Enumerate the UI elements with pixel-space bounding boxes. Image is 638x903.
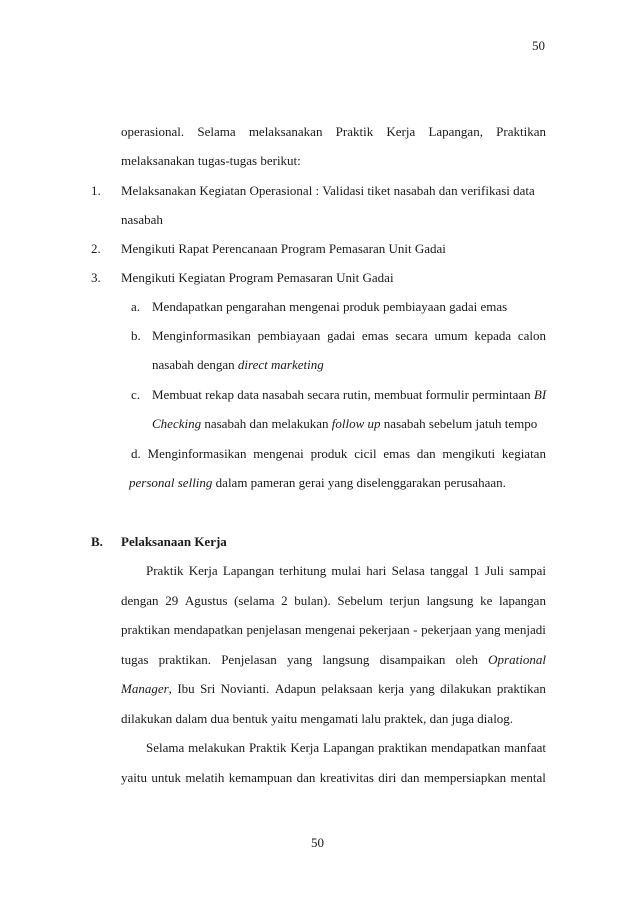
word: hari: [366, 563, 387, 578]
word: 2: [281, 593, 288, 608]
word: untuk: [151, 770, 181, 785]
word: praktikan: [121, 622, 171, 637]
sub-letter-a: a.: [131, 299, 141, 314]
word: umum: [434, 328, 468, 343]
sub-item-b-text: nasabah dengan: [152, 357, 238, 372]
sub-item-c-italic-followup: follow up: [331, 416, 381, 431]
word: mengenai: [304, 622, 356, 637]
word: d.: [131, 446, 141, 461]
word: mulai: [331, 563, 361, 578]
word: pekerjaan: [421, 622, 472, 637]
word: mengenai: [253, 446, 304, 461]
word: 1: [473, 563, 480, 578]
word: Sri: [200, 681, 216, 696]
word: Selama: [146, 740, 185, 755]
word: yaitu: [121, 770, 147, 785]
list-item-1-line-1: Melaksanakan Kegiatan Operasional : Validasi tiket nasabah dan verifikasi data: [121, 183, 535, 198]
word: Selama: [197, 124, 236, 139]
word: penjelasan: [246, 622, 302, 637]
word: Manager,: [121, 681, 172, 696]
word: cicil: [354, 446, 377, 461]
list-number-2: 2.: [91, 241, 101, 256]
word: bulan).: [294, 593, 331, 608]
word: Praktik: [248, 740, 287, 755]
word: produk: [310, 446, 348, 461]
word: melakukan: [188, 740, 246, 755]
word: Kerja: [290, 740, 320, 755]
word: tanggal: [430, 563, 469, 578]
p1-line-1: [146, 563, 546, 579]
word: Praktik: [335, 124, 374, 139]
word: Novianti.: [220, 681, 270, 696]
sub-item-c-line-2: [152, 416, 537, 432]
word: Praktikan: [496, 124, 546, 139]
word: pembiayaan: [257, 328, 321, 343]
word: secara: [395, 328, 428, 343]
word: Oprational: [488, 652, 546, 667]
word: Agustus: [184, 593, 228, 608]
word: praktikan: [378, 740, 428, 755]
intro-line-2: melaksanakan tugas-tugas berikut:: [121, 153, 301, 168]
word: mendapatkan: [173, 622, 243, 637]
word: diri: [378, 770, 397, 785]
sub-item-d-line-1: [131, 446, 546, 462]
p1-line-4: [121, 652, 546, 668]
sub-item-b-line-1: [152, 328, 546, 344]
section-b-letter: B.: [91, 534, 103, 549]
word: oleh: [455, 652, 478, 667]
word: emas: [383, 446, 411, 461]
word: yang: [287, 652, 313, 667]
word: pelaksaan: [321, 681, 373, 696]
word: melaksanakan: [248, 124, 323, 139]
word: Lapangan: [323, 740, 375, 755]
page-number-bottom: 50: [311, 835, 324, 850]
word: kegiatan: [501, 446, 546, 461]
sub-item-d-line-2: [129, 475, 506, 491]
sub-item-c-text: Membuat rekap data nasabah secara rutin, membuat formulir permintaan: [152, 387, 534, 402]
p1-line-5: [121, 681, 546, 697]
word: kreativitas: [319, 770, 374, 785]
word: kerja: [378, 681, 405, 696]
word: dan: [296, 770, 316, 785]
word: tugas: [121, 652, 149, 667]
word: Lapangan: [222, 563, 275, 578]
sub-item-b-italic: direct marketing: [237, 357, 324, 372]
word: melatih: [185, 770, 225, 785]
word: Menginformasikan: [152, 328, 251, 343]
word: dan: [416, 446, 436, 461]
sub-item-c-mid: nasabah dan melakukan: [201, 416, 332, 431]
list-number-3: 3.: [91, 270, 101, 285]
word: 29: [165, 593, 179, 608]
word: mental: [510, 770, 546, 785]
p1-line-6: dilakukan dalam dua bentuk yaitu mengamati lalu praktek, dan juga dialog.: [121, 711, 514, 726]
word: terjun: [389, 593, 420, 608]
word: yang: [409, 681, 435, 696]
word: pekerjaan: [359, 622, 410, 637]
word: manfaat: [504, 740, 546, 755]
list-item-1-line-2: nasabah: [121, 212, 163, 227]
sub-item-c-post: nasabah sebelum jatuh tempo: [380, 416, 538, 431]
word: mendapatkan: [430, 740, 501, 755]
intro-line-1: [121, 124, 546, 140]
word: kepada: [474, 328, 512, 343]
list-number-1: 1.: [91, 183, 101, 198]
word: Ibu: [177, 681, 195, 696]
sub-item-c-line-1: [152, 387, 546, 403]
word: menjadi: [504, 622, 546, 637]
word: dengan: [121, 593, 159, 608]
sub-item-c-italic-bi: BI: [533, 387, 547, 402]
sub-item-b-line-2: [152, 357, 324, 373]
list-item-2: Mengikuti Rapat Perencanaan Program Pemasaran Unit Gadai: [121, 241, 446, 256]
word: gadai: [327, 328, 356, 343]
p1-line-3: [121, 622, 546, 638]
word: Penjelasan: [221, 652, 277, 667]
p1-line-2: [121, 593, 546, 609]
word: Lapangan,: [428, 124, 483, 139]
word: terhitung: [279, 563, 327, 578]
word: dan: [400, 770, 420, 785]
word: (selama: [234, 593, 275, 608]
word: lapangan: [499, 593, 546, 608]
word: calon: [517, 328, 546, 343]
word: -: [413, 622, 418, 637]
word: emas: [361, 328, 389, 343]
word: praktikan.: [158, 652, 211, 667]
sub-letter-b: b.: [131, 328, 141, 343]
word: mengikuti: [442, 446, 496, 461]
sub-item-c-italic-checking: Checking: [152, 416, 202, 431]
sub-item-d-text: dalam pameran gerai yang diselenggarakan perusahaan.: [212, 475, 506, 490]
sub-item-a: Mendapatkan pengarahan mengenai produk pembiayaan gadai emas: [152, 299, 508, 314]
list-item-3: Mengikuti Kegiatan Program Pemasaran Unit Gadai: [121, 270, 394, 285]
word: disampaikan: [379, 652, 446, 667]
word: Sebelum: [337, 593, 383, 608]
p2-line-1: [146, 740, 546, 756]
word: Menginformasikan: [147, 446, 247, 461]
word: kemampuan: [228, 770, 293, 785]
word: ke: [480, 593, 493, 608]
sub-item-d-italic: personal selling: [129, 475, 213, 490]
word: dilakukan: [440, 681, 492, 696]
word: Adapun: [274, 681, 316, 696]
page-number-top: 50: [532, 38, 545, 53]
p2-line-2: [121, 770, 546, 786]
word: Praktik: [146, 563, 184, 578]
section-b-heading: Pelaksanaan Kerja: [121, 534, 227, 549]
word: operasional.: [121, 124, 185, 139]
word: langsung: [322, 652, 370, 667]
word: Selasa: [391, 563, 425, 578]
word: langsung: [426, 593, 474, 608]
word: Juli: [485, 563, 504, 578]
word: Kerja: [188, 563, 218, 578]
word: Kerja: [386, 124, 416, 139]
word: praktikan: [496, 681, 546, 696]
word: sampai: [509, 563, 546, 578]
sub-letter-c: c.: [131, 387, 141, 402]
word: mempersiapkan: [423, 770, 507, 785]
word: yang: [475, 622, 501, 637]
